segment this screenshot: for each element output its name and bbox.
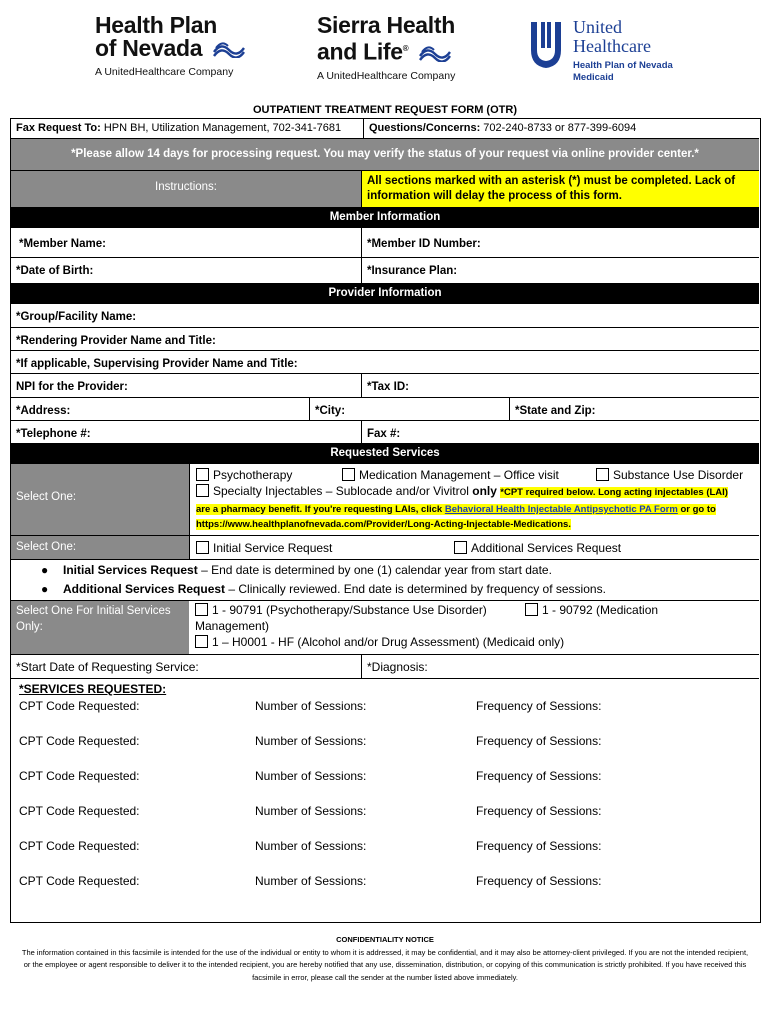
shl-logo-line1: Sierra Health	[317, 12, 455, 38]
option-initial-request[interactable]	[196, 541, 332, 555]
tax-id-field[interactable]: *Tax ID:	[361, 374, 759, 397]
services-requested-title: *SERVICES REQUESTED:	[19, 682, 167, 696]
insurance-plan-field[interactable]: *Insurance Plan:	[361, 258, 759, 283]
member-info-header: Member Information	[11, 208, 759, 228]
provider-row-npi	[11, 374, 759, 398]
member-name-field[interactable]: *Member Name:	[19, 238, 106, 250]
frequency-of-sessions-field[interactable]: Frequency of Sessions:	[476, 734, 602, 748]
uhc-logo-sub1: Health Plan of Nevada	[573, 60, 673, 71]
lai-note-line3	[196, 516, 571, 530]
option-medication-management[interactable]	[342, 468, 559, 482]
fax-request-value: HPN BH, Utilization Management, 702-341-7681	[100, 122, 342, 134]
initial-note-title: Initial Services Request	[63, 563, 198, 577]
additional-request-checkbox[interactable]	[454, 541, 467, 554]
service-request-row	[19, 874, 749, 894]
uhc-logo-line2: Healthcare	[573, 36, 651, 56]
service-request-row	[19, 734, 749, 754]
number-of-sessions-field[interactable]: Number of Sessions:	[255, 734, 367, 748]
request-type-options	[189, 536, 759, 559]
lai-url-link[interactable]: https://www.healthplanofnevada.com/Provider/Long-Acting-Injectable-Medications	[196, 519, 569, 530]
number-of-sessions-field[interactable]: Number of Sessions:	[255, 839, 367, 853]
instructions-row	[11, 171, 759, 208]
option-substance-use[interactable]	[596, 468, 743, 482]
otr-form	[10, 118, 761, 923]
service-request-row	[19, 769, 749, 789]
registered-mark: ®	[402, 44, 409, 53]
frequency-of-sessions-field[interactable]: Frequency of Sessions:	[476, 804, 602, 818]
instructions-label: Instructions:	[11, 171, 361, 207]
option-additional-request[interactable]	[454, 541, 621, 555]
contact-row	[11, 119, 759, 139]
uhc-shield-icon	[527, 20, 565, 70]
member-row-2	[11, 258, 759, 284]
frequency-of-sessions-field[interactable]: Frequency of Sessions:	[476, 769, 602, 783]
cpt-code-field[interactable]: CPT Code Requested:	[19, 769, 140, 783]
confidentiality-title: CONFIDENTIALITY NOTICE	[336, 935, 434, 944]
dob-field[interactable]: *Date of Birth:	[16, 265, 94, 277]
specialty-injectables-label: Specialty Injectables – Sublocade and/or Vivitrol	[213, 484, 473, 498]
bullet-icon: ●	[41, 563, 49, 577]
number-of-sessions-field[interactable]: Number of Sessions:	[255, 769, 367, 783]
number-of-sessions-field[interactable]: Number of Sessions:	[255, 874, 367, 888]
processing-notice-text: *Please allow 14 days for processing request. You may verify the status of your request via online provider center.*	[71, 148, 699, 160]
service-request-row	[19, 839, 749, 859]
request-notes-list	[41, 561, 606, 599]
service-request-row	[19, 804, 749, 824]
substance-use-label: Substance Use Disorder	[613, 468, 744, 482]
diagnosis-field[interactable]: *Diagnosis:	[361, 655, 759, 678]
fax-request-cell	[11, 119, 363, 138]
cpt-code-field[interactable]: CPT Code Requested:	[19, 874, 140, 888]
additional-note-text: – Clinically reviewed. End date is determined by frequency of sessions.	[225, 582, 606, 596]
frequency-of-sessions-field[interactable]: Frequency of Sessions:	[476, 699, 602, 713]
group-facility-field[interactable]: *Group/Facility Name:	[16, 311, 137, 323]
option-specialty-injectables[interactable]	[196, 484, 728, 498]
initial-codes-label: Select One For Initial Services Only:	[11, 601, 189, 654]
hpn-logo-line1: Health Plan	[95, 12, 217, 38]
questions-value: 702-240-8733 or 877-399-6094	[480, 122, 637, 134]
specialty-injectables-checkbox[interactable]	[196, 484, 209, 497]
initial-request-label: Initial Service Request	[213, 541, 333, 555]
logo-bar	[0, 14, 770, 94]
confidentiality-notice	[20, 934, 750, 984]
option-psychotherapy[interactable]	[196, 468, 292, 482]
cpt-code-field[interactable]: CPT Code Requested:	[19, 734, 140, 748]
address-field[interactable]: *Address:	[16, 405, 71, 417]
service-request-row	[19, 699, 749, 719]
city-field[interactable]: *City:	[309, 398, 509, 420]
code-90791-checkbox[interactable]	[195, 603, 208, 616]
injectable-pa-form-link[interactable]: Behavioral Health Injectable Antipsychotic PA Form	[444, 504, 678, 515]
option-code-90792[interactable]	[525, 603, 658, 617]
instructions-text: All sections marked with an asterisk (*) must be completed. Lack of information will delay the process of this form.	[361, 171, 759, 207]
code-90791-label: 1 - 90791 (Psychotherapy/Substance Use Disorder)	[212, 603, 487, 617]
shl-logo-line2: and Life	[317, 38, 403, 65]
lai-note-goto: or go to	[677, 504, 716, 515]
npi-field[interactable]: NPI for the Provider:	[16, 381, 128, 393]
fax-field[interactable]: Fax #:	[361, 421, 759, 443]
questions-cell	[363, 119, 759, 138]
start-date-field[interactable]: *Start Date of Requesting Service:	[16, 660, 199, 674]
hpn-logo	[95, 14, 246, 79]
code-90792-label: 1 - 90792 (Medication	[542, 603, 659, 617]
number-of-sessions-field[interactable]: Number of Sessions:	[255, 804, 367, 818]
questions-label: Questions/Concerns:	[369, 122, 481, 134]
requested-services-header: Requested Services	[11, 444, 759, 464]
wave-logo-icon	[418, 46, 452, 62]
rendering-provider-field[interactable]: *Rendering Provider Name and Title:	[16, 335, 216, 347]
psychotherapy-label: Psychotherapy	[213, 468, 293, 482]
code-h0001-checkbox[interactable]	[195, 635, 208, 648]
shl-logo-sub: A UnitedHealthcare Company	[317, 69, 456, 82]
processing-notice	[11, 139, 759, 171]
bullet-icon: ●	[41, 582, 49, 596]
provider-row-supervising	[11, 351, 759, 374]
additional-request-label: Additional Services Request	[471, 541, 622, 555]
frequency-of-sessions-field[interactable]: Frequency of Sessions:	[476, 839, 602, 853]
initial-request-note	[41, 561, 606, 580]
provider-row-group	[11, 304, 759, 328]
request-type-row	[11, 536, 759, 560]
service-type-label: Select One:	[11, 464, 189, 535]
cpt-code-field[interactable]: CPT Code Requested:	[19, 699, 140, 713]
initial-codes-row	[11, 600, 759, 655]
initial-note-text: – End date is determined by one (1) calendar year from start date.	[197, 563, 552, 577]
initial-request-checkbox[interactable]	[196, 541, 209, 554]
request-type-notes	[11, 560, 759, 600]
supervising-provider-field[interactable]: *If applicable, Supervising Provider Name and Title:	[16, 358, 298, 370]
code-90792-label-cont: Management)	[195, 619, 270, 633]
cpt-required-note: *CPT required below. Long acting injectables (LAI)	[500, 487, 728, 498]
number-of-sessions-field[interactable]: Number of Sessions:	[255, 699, 367, 713]
request-type-label: Select One:	[11, 536, 189, 559]
form-title: OUTPATIENT TREATMENT REQUEST FORM (OTR)	[253, 104, 517, 116]
provider-row-rendering	[11, 328, 759, 351]
specialty-only-label: only	[472, 484, 497, 498]
additional-request-note	[41, 580, 606, 599]
member-row-1	[11, 228, 759, 258]
frequency-of-sessions-field[interactable]: Frequency of Sessions:	[476, 874, 602, 888]
fax-request-label: Fax Request To:	[16, 122, 101, 134]
shl-logo	[317, 14, 455, 83]
medication-management-label: Medication Management – Office visit	[359, 468, 559, 482]
option-code-90791[interactable]	[195, 603, 487, 617]
service-type-options	[189, 464, 759, 535]
hpn-logo-line2: of Nevada	[95, 35, 203, 61]
medication-management-checkbox[interactable]	[342, 468, 355, 481]
cpt-code-field[interactable]: CPT Code Requested:	[19, 804, 140, 818]
provider-row-phone	[11, 421, 759, 444]
wave-logo-icon	[212, 42, 246, 58]
services-requested-section	[11, 679, 759, 919]
option-code-h0001[interactable]	[195, 635, 564, 649]
confidentiality-text: The information contained in this facsimile is intended for the use of the individual or entity to whom it is addressed, it may be confidential, and it may also be attorney-client privileged. If you are not the intended recipient, or the employee or agent responsible to deliver it to the intended recipient, you are hereby notified that any use, dissemination, distribution, or copying of this communication is strictly prohibited. If you have received this facsimile in error, please call the sender at the number listed above immediately.	[21, 947, 749, 982]
lai-note-line2	[196, 501, 716, 515]
substance-use-checkbox[interactable]	[596, 468, 609, 481]
uhc-logo-sub2: Medicaid	[573, 71, 614, 83]
provider-info-header: Provider Information	[11, 284, 759, 304]
lai-note-text: are a pharmacy benefit. If you're requesting LAIs, click	[196, 504, 445, 515]
psychotherapy-checkbox[interactable]	[196, 468, 209, 481]
cpt-code-field[interactable]: CPT Code Requested:	[19, 839, 140, 853]
hpn-logo-sub: A UnitedHealthcare Company	[95, 66, 234, 78]
additional-note-title: Additional Services Request	[63, 582, 226, 596]
code-90792-checkbox[interactable]	[525, 603, 538, 616]
member-id-field[interactable]: *Member ID Number:	[361, 228, 759, 257]
code-h0001-label: 1 – H0001 - HF (Alcohol and/or Drug Assessment) (Medicaid only)	[212, 635, 565, 649]
uhc-logo-line1: United	[573, 17, 622, 37]
state-zip-field[interactable]: *State and Zip:	[509, 398, 759, 420]
service-type-row	[11, 464, 759, 536]
initial-codes-options	[189, 601, 759, 654]
start-date-row	[11, 655, 759, 679]
telephone-field[interactable]: *Telephone #:	[16, 428, 91, 440]
provider-row-address	[11, 398, 759, 421]
lai-url-period: .	[568, 519, 571, 530]
